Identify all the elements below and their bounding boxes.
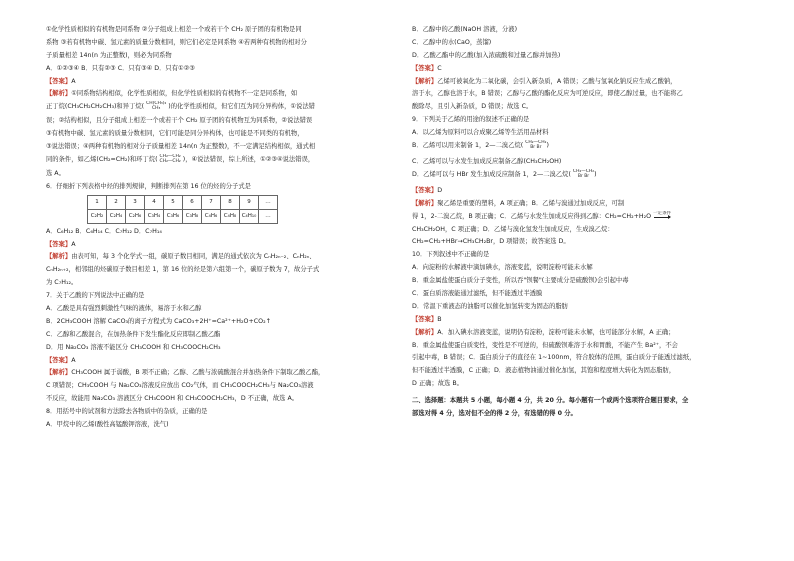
q8-option-d: D．乙酸乙酯中的乙酸(加入浓硫酸和过量乙醇并加热) [412,51,561,59]
q6-analysis-line-1: 【解析】由表可知，每 3 个化学式一组，碳原子数目相同，满足的通式依次为 CₙH₂ₙ₋₂、CₙH₂ₙ、 [46,253,316,261]
answer-value: A [71,77,76,85]
q9-analysis-line-2: 得 1，2-二溴乙烷，B 项正确；C．乙烯与水发生加成反应得到乙醇：CH₂=CH₂+H₂O 一定条件 [412,210,672,220]
q8-answer: 【答案】C [412,64,442,72]
q8-analysis-line-1: 【解析】乙烯可被氧化为二氧化碳，会引入新杂质，A 错误；乙酸与氢氧化钠反应生成乙酸钠， [412,77,677,85]
q8-analysis-line-3: 酸除尽，且引入新杂质，D 错误；故选 C。 [412,103,533,111]
sequence-formula-cell: C₃H₄ [145,209,164,223]
q10-analysis-line-2: B．重金属盐使蛋白质变性，变性是不可逆的，但硫酸钡难溶于水和胃酸，不能产生 Ba²⁺，不会 [412,341,678,349]
q5-analysis-line-3: 误；②结构相似，且分子组成上相差一个或若干个 CH₂ 原子团的有机物互为同系物，②说法错误 [46,117,313,125]
sequence-formula-cell: C₃H₆ [164,209,183,223]
q5-analysis-line-6: 同的条件，如乙烯(CH₂=CH₂)和环丁烷( CH₂—CH₂ CH₂—CH₂ )，④说法错误，综上所述，①②③④说法错误， [46,154,315,165]
q6-answer: 【答案】A [46,240,76,248]
q9-option-c: C．乙烯可以与水发生加成反应制备乙醇(CH₃CH₂OH) [412,158,562,166]
sequence-index-cell: 9 [240,195,259,209]
q9-option-b: B．乙烯可以用来制备 1，2—二溴乙烷( CH₂—CH₂ Br Br ) [412,140,549,151]
q5-analysis-line-7: 选 A。 [46,170,65,178]
sequence-formula-cell: C₄H₁₀ [240,209,259,223]
answer-tag: 【答案】 [46,77,72,85]
q7-answer: 【答案】A [46,356,76,364]
q10-option-b: B．重金属盐使蛋白质分子变性，所以吞"钡餐"(主要成分是硫酸钡)会引起中毒 [412,277,629,285]
sequence-index-cell: 8 [221,195,240,209]
q7-option-a: A．乙酸是具有强烈刺激性气味的液体，易溶于水和乙醇 [46,304,202,312]
q8-stem: 8．用括号中的试剂和方法除去各物质中的杂质，正确的是 [46,408,208,416]
sequence-formula-cell: C₂H₆ [126,209,145,223]
sequence-formula-cell: C₃H₈ [183,209,202,223]
sequence-formula-cell: C₄H₈ [221,209,240,223]
isobutane-structure: CH(CH₃)₂ CH₃ [146,101,167,112]
sequence-index-cell: 1 [88,195,107,209]
left-column [46,24,382,432]
cyclobutane-structure: CH₂—CH₂ CH₂—CH₂ [159,154,181,165]
q10-answer: 【答案】B [412,315,442,323]
sequence-index-cell: 4 [145,195,164,209]
sequence-formula-cell: … [259,209,278,223]
q7-option-b: B．2CH₃COOH 溶解 CaCO₃的离子方程式为 CaCO₃+2H⁺=Ca²⁺+H₂O+CO₂↑ [46,317,271,325]
q9-option-d: D．乙烯可以与 HBr 发生加成反应制备 1，2—二溴乙烷( CH₂—CH₂ Br Br ) [412,168,597,179]
q5-answer [46,76,382,89]
q9-analysis-line-4: CH₂=CH₂+HBr→CH₃CH₂Br，D 项错误；故答案选 D。 [412,238,570,246]
sequence-formula-cell: C₂H₄ [107,209,126,223]
q7-analysis-line-1: 【解析】CH₃COOH 属于弱酸，B 项不正确；乙醇、乙酸与浓硫酸混合并加热条件下制取乙酸乙酯， [46,369,325,377]
sequence-index-cell: 5 [164,195,183,209]
q8-option-b: B．乙醇中的乙酸(NaOH 溶液，分液) [412,26,518,33]
sequence-index-cell: 7 [202,195,221,209]
q6-stem: 6．仔细折下列表格中烃的排列规律，判断排列在第 16 位的烃的分子式是 [46,182,251,190]
q8-option-a: A．甲烷中的乙烯(酸性高锰酸钾溶液，洗气) [46,420,169,428]
q7-option-d: D．用 Na₂CO₃ 溶液不能区分 CH₃COOH 和 CH₃COOCH₂CH₃ [46,343,221,351]
q10-analysis-line-3: 引起中毒，B 错误；C．蛋白质分子的直径在 1~100nm，符合胶体的范围，蛋白质分子能透过滤纸， [412,354,696,362]
sequence-index-cell: 3 [126,195,145,209]
section-2-heading-line-1: 二、选择题：本题共 5 小题，每小题 4 分，共 20 分。每小题有一个或两个选项符合题目要求，全 [412,397,689,405]
dibromoethane-structure: CH₂—CH₂ Br Br [525,140,547,151]
q10-option-d: D．常温下重液态的油脂可以催化加氢转变为固态的脂肪 [412,302,568,310]
sequence-index-row [88,195,278,209]
q5-stem-line-3: 子质量相差 14n(n 为正整数)，则必为同系物 [46,51,172,59]
q9-option-a: A．以乙烯为原料可以合成聚乙烯等生活用品材料 [412,129,549,137]
sequence-formula-cell: C₄H₆ [202,209,221,223]
q7-analysis-line-3: 不反应，故能用 Na₂CO₃ 溶液区分 CH₃COOH 和 CH₃COOCH₂CH₃，D 不正确，故选 A。 [46,395,299,403]
q8-option-c: C．乙醇中的水(CaO，蒸馏) [412,38,492,46]
dibromoethane-structure-d: CH₂—CH₂ Br Br [572,168,595,179]
q9-stem: 9．下列关于乙烯的用途的叙述不正确的是 [412,116,530,124]
right-column [412,24,752,421]
q10-option-c: C．蛋白质溶液能通过滤纸，但不能透过半透膜 [412,290,543,298]
q5-analysis-line-2: 正丁烷(CH₃CH₂CH₂CH₃)和异丁烷( CH(CH₃)₂ CH₃ )的化学性质相似，但它们互为同分异构体，①说法错 [46,101,315,112]
q5-analysis-line-5: ③说法错误；④两种有机物的相对分子质量相差 14n(n 为正整数)，不一定满足结构相似，通式相 [46,143,316,151]
sequence-index-cell: … [259,195,278,209]
q10-analysis-line-5: D 正确；故选 B。 [412,380,463,388]
sequence-formula-row [88,209,278,223]
q7-option-c: C．乙醇和乙酸混合，在加热条件下发生酯化反应即制乙酸乙酯 [46,330,221,338]
analysis-tag: 【解析】 [46,90,72,98]
q6-options: A．C₆H₁₂ B．C₆H₁₄ C．C₇H₁₂ D．C₇H₁₄ [46,227,162,235]
q5-analysis-line-1: 【解析】①同系物结构相似，化学性质相似，但化学性质相似的有机物不一定是同系物，如 [46,90,298,98]
q10-analysis-line-4: 但不能透过半透膜，C 正确；D．液态植物油通过催化加氢，其饱和程度增大转化为固态脂肪， [412,367,676,375]
sequence-index-cell: 2 [107,195,126,209]
q7-analysis-line-2: C 项错误；CH₃COOH 与 Na₂CO₃溶液反应放出 CO₂气体，而 CH₃COOCH₂CH₃与 Na₂CO₃溶液 [46,382,314,390]
section-2-heading-line-2: 部选对得 4 分，选对但不全的得 2 分，有选错的得 0 分。 [412,410,577,418]
q10-analysis-line-1: 【解析】A．加入碘水溶液变蓝，说明仍有淀粉，淀粉可能未水解，也可能部分水解，A 正确； [412,328,675,336]
q7-stem: 7．关于乙酸的下列说法中正确的是 [46,292,145,300]
sequence-formula-cell: C₂H₂ [88,209,107,223]
q10-stem: 10．下列叙述中不正确的是 [412,251,490,259]
q6-analysis-line-3: 为 C₇H₁₂。 [46,279,78,287]
q6-analysis-line-2: CₙH₂ₙ₊₂，相邻组的烃碳原子数目相差 1，第 16 位的烃是第六组第一个，碳原子数为 7，故分子式 [46,266,320,274]
q5-options: A．①②③④ B．只有②③ C．只有③④ D．只有①②③ [46,64,195,72]
q8-analysis-line-2: 溶于水，乙醇也溶于水，B 错误；乙醇与乙酸的酯化反应为可逆反应，即使乙醇过量，也不能将乙 [412,90,683,98]
reaction-arrow: 一定条件 [653,210,672,216]
q9-analysis-line-1: 【解析】聚乙烯是重要的塑料，A 项正确；B．乙烯与溴通过加成反应，可制 [412,199,625,207]
q5-stem-line-2: 系物 ③若有机物中碳、氢元素的质量分数相同，则它们必定是同系物 ④若两种有机物的相对分 [46,38,307,46]
q9-answer: 【答案】D [412,186,443,194]
arrow-icon [654,217,670,218]
hydrocarbon-sequence-table [87,195,278,224]
q5-stem-line-1: ①化学性质相似的有机物是同系物 ②分子组成上相差一个或若干个 CH₂ 原子团的有机物是同 [46,26,302,33]
q5-analysis-line-4: ③有机物中碳、氢元素的质量分数相同，它们可能是同分异构体，也可能是不同类的有机物， [46,130,304,138]
sequence-index-cell: 6 [183,195,202,209]
q9-analysis-line-3: CH₃CH₂OH，C 项正确；D．乙烯与溴化氢发生加成反应，生成溴乙烷： [412,225,614,233]
q10-option-a: A．向淀粉的水解液中滴加碘水，溶液变蓝，说明淀粉可能未水解 [412,264,593,272]
